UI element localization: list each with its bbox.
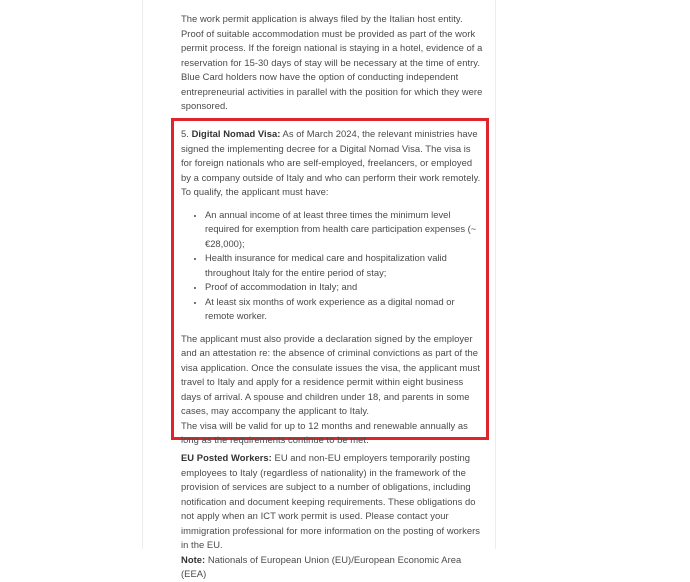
note-label: Note: [181, 553, 206, 565]
list-item: • Health insurance for medical care and hospitalization valid throughout Italy for the entire period of stay; [205, 251, 483, 280]
list-item: • At least six months of work experience as a digital nomad or remote worker. [205, 295, 483, 324]
nomad-intro-text: As of March 2024, the relevant ministries have signed the implementing decree for a Digital Nomad Visa. The visa is for foreign nationals who are self-employed, freelancers, or employed by a company outside of Italy and who can perform their work remotely. To qualify, the applicant must have: [181, 128, 481, 197]
digital-nomad-section [181, 127, 483, 448]
posted-workers-paragraph [181, 451, 483, 553]
list-item: • Proof of accommodation in Italy; and [205, 280, 483, 295]
nomad-number: 5. [181, 128, 192, 139]
requirements-list [181, 208, 483, 324]
work-permit-section [181, 12, 483, 114]
list-item: • An annual income of at least three times the minimum level required for exemption from health care participation expenses (~ €28,000); [205, 208, 483, 252]
posted-heading: EU Posted Workers: [181, 452, 272, 463]
posted-workers-section [181, 451, 483, 582]
nomad-heading: Digital Nomad Visa: [191, 128, 281, 139]
work-permit-paragraph: The work permit application is always filed by the Italian host entity. Proof of suitable accommodation must be provided as part of the work permit process. If the foreign national is staying in a hotel, evidence of a reservation for 15-30 days of stay will be necessary at the time of entry. Blue Card holders now have the option of conducting independent entrepreneurial activities in parallel with the position for which they were sponsored. [181, 13, 483, 111]
posted-text: EU and non-EU employers temporarily posting employees to Italy (regardless of nationality) in the framework of the provision of services are subject to a number of obligations, including notification and document keeping requirements. These obligations do not apply when an ICT work permit is used. Please contact your immigration professional for more information on the posting of workers in the EU. [181, 452, 480, 550]
note-text: Nationals of European Union (EU)/European Economic Area (EEA) [181, 553, 462, 579]
nomad-validity-paragraph: The visa will be valid for up to 12 months and renewable annually as long as the requirements continue to be met. [181, 419, 468, 445]
nomad-intro-paragraph [181, 127, 483, 200]
note-paragraph [181, 553, 483, 582]
nomad-declaration-paragraph: The applicant must also provide a declaration signed by the employer and an attestation re: the absence of criminal convictions as part of the visa application. Once the consulate issues the visa, the applicant must travel to Italy and apply for a residence permit within eight business days of arrival. A spouse and children under 18, and parents in some cases, may accompany the applicant to Italy. [181, 332, 481, 416]
